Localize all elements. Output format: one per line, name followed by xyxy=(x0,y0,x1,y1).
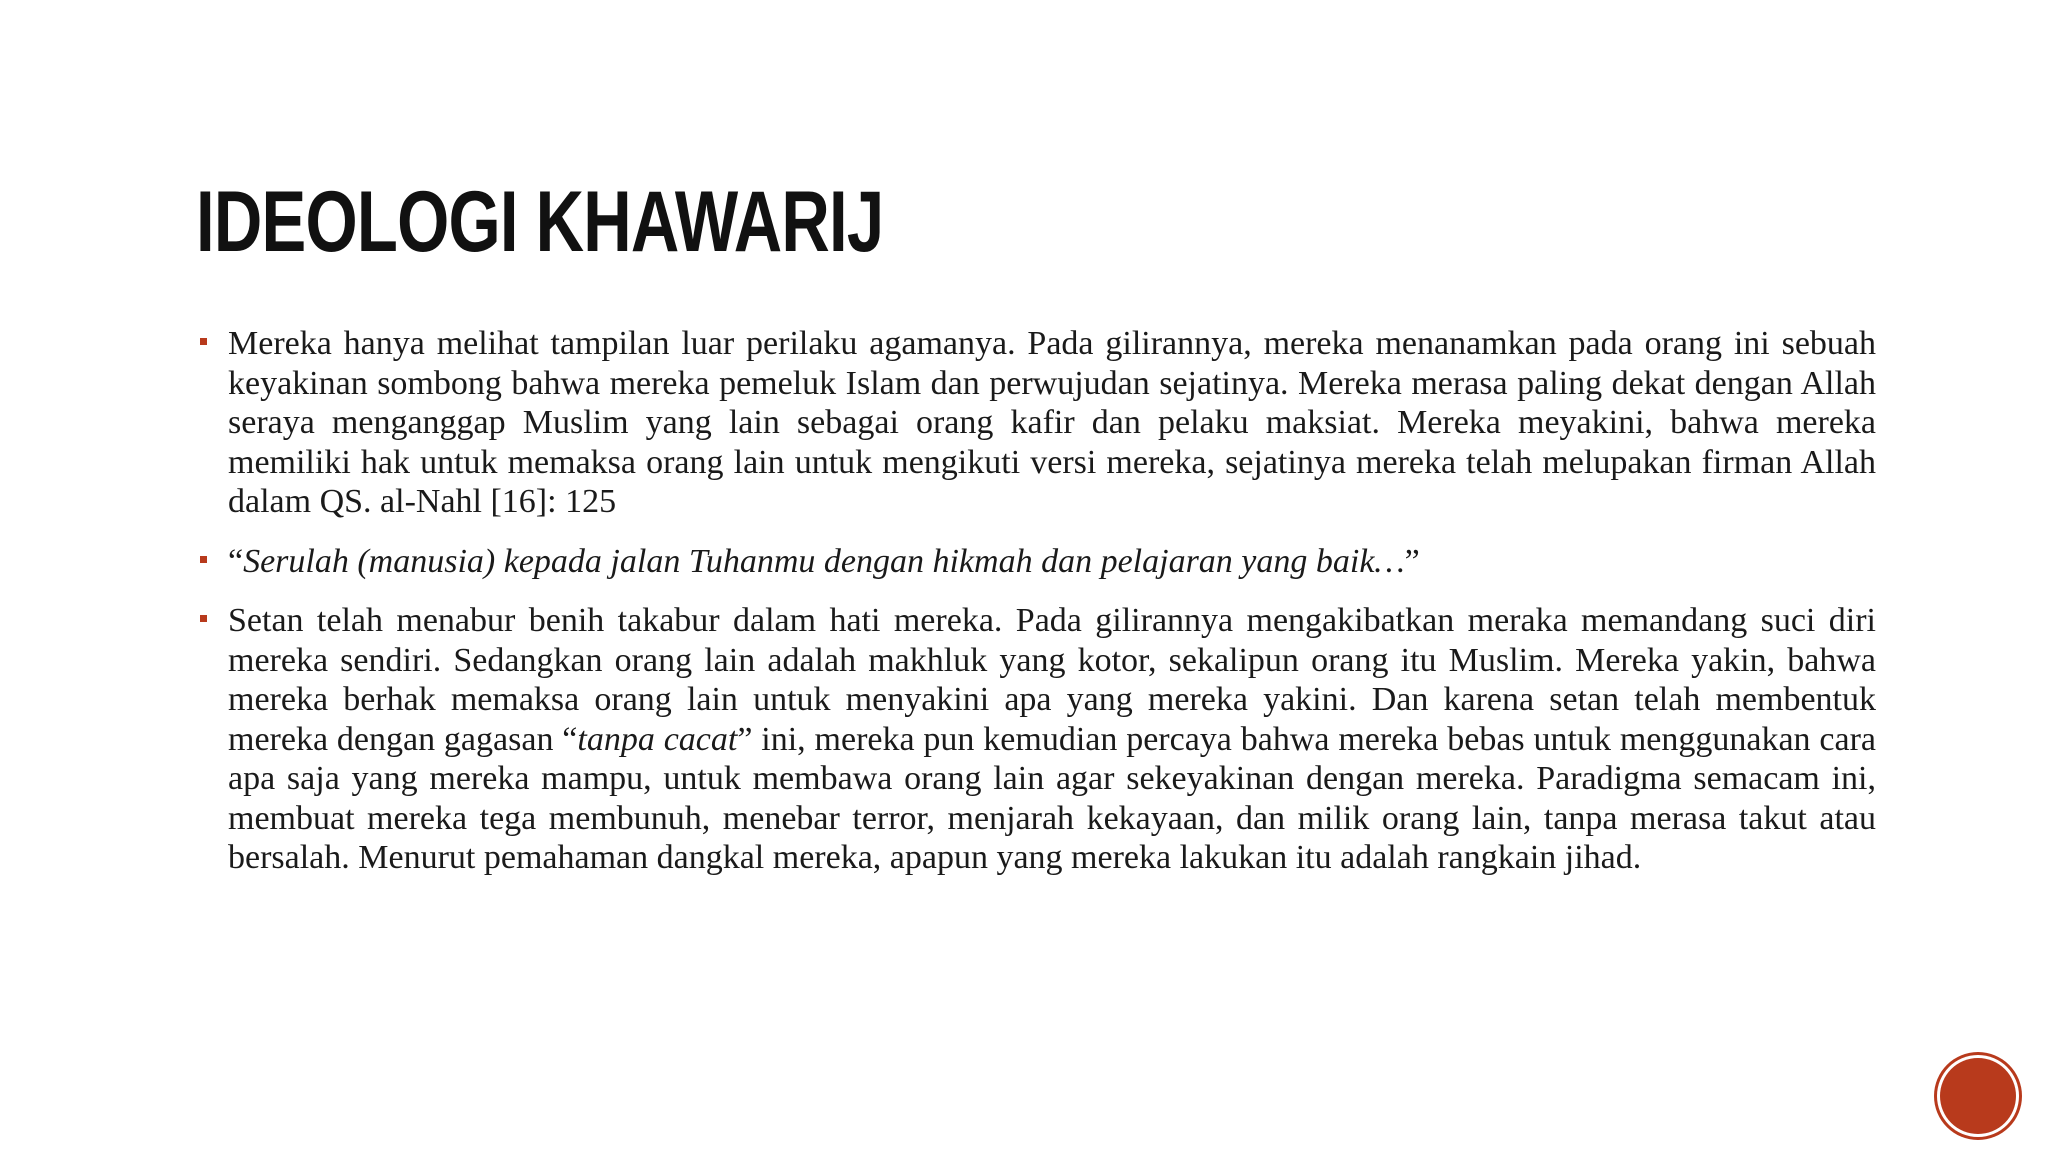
close-quote: ” xyxy=(1404,542,1420,580)
bullet-text-after: ” ini, mereka pun kemudian percaya bahwa mereka bebas untuk menggunakan cara apa saja yang mereka mampu, untuk membawa orang lain agar sekeyakinan dengan mereka. Paradigma semacam ini, membuat mereka tega membunuh, menebar terror, menjarah kekayaan, dan milik orang lain, tanpa merasa takut atau bersalah. Menurut pemahaman dangkal mereka, apapun yang mereka lakukan itu adalah rangkain jihad. xyxy=(228,720,1876,876)
slide-badge-icon xyxy=(1940,1058,2016,1134)
emphasis-term: tanpa cacat xyxy=(577,720,738,758)
bullet-marker-icon xyxy=(200,338,207,345)
bullet-marker-icon xyxy=(200,615,207,622)
bullet-text-before: Setan telah menabur benih takabur dalam hati mereka. Pada gilirannya mengakibatkan meraka memandang suci diri mereka sendiri. Sedangkan orang lain adalah makhluk yang kotor, sekalipun orang itu Muslim. Mereka yakin, bahwa mereka berhak memaksa orang lain untuk menyakini apa yang mereka yakini. Dan karena setan telah membentuk mereka dengan gagasan “ xyxy=(228,602,1876,758)
bullet-item-1 xyxy=(196,324,1876,522)
bullet-item-3 xyxy=(196,601,1876,878)
bullet-list xyxy=(196,324,1876,898)
slide-title: IDEOLOGI KHAWARIJ xyxy=(196,174,884,270)
open-quote: “ xyxy=(228,542,244,580)
quran-quote: Serulah (manusia) kepada jalan Tuhanmu dengan hikmah dan pelajaran yang baik… xyxy=(243,542,1405,580)
bullet-item-2 xyxy=(196,542,1876,582)
bullet-text xyxy=(228,601,1876,878)
bullet-text: Mereka hanya melihat tampilan luar perilaku agamanya. Pada gilirannya, mereka menanamkan pada orang ini sebuah keyakinan sombong bahwa mereka pemeluk Islam dan perwujudan sejatinya. Mereka merasa paling dekat dengan Allah seraya menganggap Muslim yang lain sebagai orang kafir dan pelaku maksiat. Mereka meyakini, bahwa mereka memiliki hak untuk memaksa orang lain untuk mengikuti versi mereka, sejatinya mereka telah melupakan firman Allah dalam QS. al-Nahl [16]: 125 xyxy=(228,325,1876,520)
bullet-marker-icon xyxy=(200,556,207,563)
bullet-text xyxy=(228,542,1876,582)
